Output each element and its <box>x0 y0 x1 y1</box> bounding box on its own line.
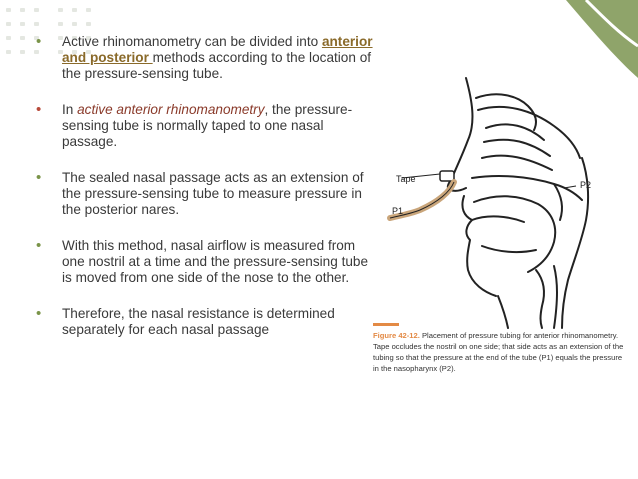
bullet-1-highlight: anterior and posterior <box>62 34 373 65</box>
decorative-dot <box>86 8 91 12</box>
bullet-2-highlight: active anterior rhinomanometry <box>77 102 265 117</box>
decorative-dot <box>6 22 11 26</box>
decorative-dot <box>6 36 11 40</box>
figure-label-tape: Tape <box>396 174 416 184</box>
bullet-item-4 <box>36 238 376 286</box>
caption-accent-bar <box>373 323 399 326</box>
bullet-2-text-pre: In <box>62 102 78 117</box>
figure-label-p1: P1 <box>392 206 404 216</box>
bullet-3-text: The sealed nasal passage acts as an extension of the pressure-sensing tube to measure pressure in the posterior nares. <box>62 170 364 217</box>
decorative-dot <box>34 22 39 26</box>
bullet-marker: • <box>36 237 42 254</box>
bullet-item-1 <box>36 34 376 82</box>
bullet-1-text-pre: Active rhinomanometry can be divided into <box>62 34 322 49</box>
bullet-marker: • <box>36 101 42 118</box>
decorative-dot <box>6 50 11 54</box>
bullet-item-2 <box>36 102 376 150</box>
decorative-dot <box>20 22 25 26</box>
bullet-marker: • <box>36 169 42 186</box>
bullet-item-3 <box>36 170 376 218</box>
rhinomanometry-figure <box>368 70 628 330</box>
figure-caption <box>373 330 629 374</box>
decorative-dot <box>20 50 25 54</box>
bullet-1-text-post: methods according to the location of the pressure-sensing tube. <box>62 50 372 81</box>
figure-label-p2: P2 <box>580 180 592 190</box>
bullet-item-5 <box>36 306 376 338</box>
bullet-marker: • <box>36 305 42 322</box>
decorative-dot <box>58 22 63 26</box>
nasal-anatomy-diagram <box>368 70 628 330</box>
bullet-marker: • <box>36 33 42 50</box>
bullet-list <box>36 34 376 358</box>
decorative-dot <box>72 8 77 12</box>
decorative-dot <box>6 8 11 12</box>
figure-caption-text: Placement of pressure tubing for anterior rhinomanometry. Tape occludes the nostril on one side; that side acts as an extension of the tubing so that the pressure at the end of the tube (P1) equals the pressure in the nasopharynx (P2). <box>373 331 624 373</box>
decorative-dot <box>58 8 63 12</box>
decorative-dot <box>86 22 91 26</box>
decorative-dot <box>72 22 77 26</box>
bullet-2-text-post: , the pressure-sensing tube is normally taped to one nasal passage. <box>62 102 353 149</box>
decorative-dot <box>20 36 25 40</box>
decorative-dot <box>34 8 39 12</box>
bullet-4-text: With this method, nasal airflow is measured from one nostril at a time and the pressure-sensing tube is moved from one side of the nose to the other. <box>62 238 369 285</box>
bullet-5-text: Therefore, the nasal resistance is determined separately for each nasal passage <box>62 306 335 337</box>
figure-caption-label: Figure 42-12. <box>373 331 420 340</box>
decorative-corner-shape <box>508 0 638 78</box>
decorative-dot <box>20 8 25 12</box>
